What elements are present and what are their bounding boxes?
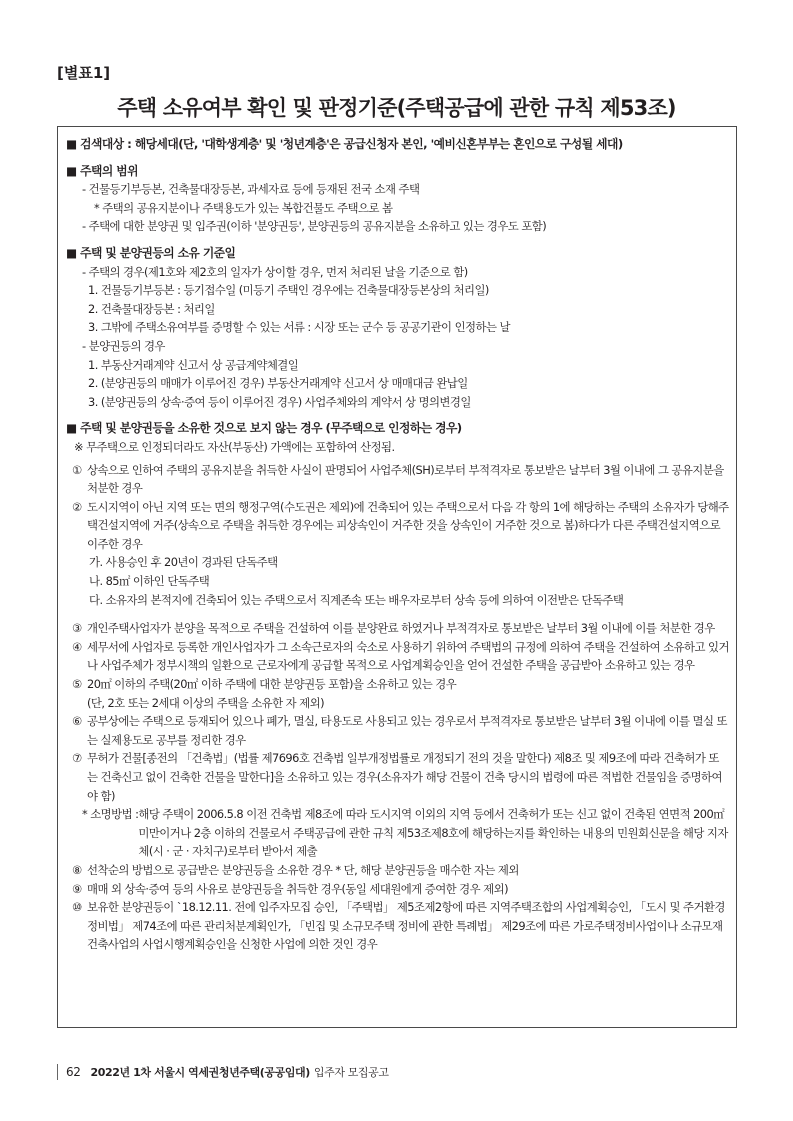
housing-scope-note: * 주택의 공유지분이나 주택용도가 있는 복합건물도 주택으로 봄	[94, 200, 393, 215]
page-number: 62	[66, 1065, 81, 1079]
exemption-item	[66, 880, 729, 899]
exemption-item	[66, 461, 729, 498]
item-number: ⑤	[72, 677, 82, 692]
item-text: 매매 외 상속·증여 등의 사유로 분양권등을 취득한 경우(동일 세대원에게 증여한 경우 제외)	[87, 881, 508, 896]
item-text: 보유한 분양권등이 `18.12.11. 전에 입주자모집 승인, 「주택법」 제5조제2항에 따른 지역주택조합의 사업계획승인, 「도시 및 주거환경정비법」 제74조에 따른 관리처분계획인가, 「빈집 및 소규모주택 정비에 관한 특례법」 제29조에 따른 가로주택정비사업이나 소규모재건축사업의 사업시행계획승인을 신청한 사업에 의한 것인 경우	[87, 900, 725, 952]
exemption-heading: ■ 주택 및 분양권등을 소유한 것으로 보지 않는 경우 (무주택으로 인정하는 경우)	[66, 421, 462, 436]
footer-subtitle: 입주자 모집공고	[313, 1066, 389, 1079]
item-text: 개인주택사업자가 분양을 목적으로 주택을 건설하여 이를 분양완료 하였거나 부적격자로 통보받은 날부터 3월 이내에 이를 처분한 경우	[87, 621, 715, 636]
item-text: 무허가 건물[종전의 「건축법」(법률 제7696호 건축법 일부개정법률로 개정되기 전의 것을 말한다) 제8조 및 제9조에 따라 건축허가 또는 건축신고 없이 건축한 건물을 말한다]을 소유하고 있는 경우(소유자가 해당 건물이 건축 당시의 법령에 따른 적법한 건물임을 증명하여야 함)	[87, 751, 722, 803]
item-text: 도시지역이 아닌 지역 또는 면의 행정구역(수도권은 제외)에 건축되어 있는 주택으로서 다음 각 항의 1에 해당하는 주택의 소유자가 당해주택건설지역에 거주(상속으로 주택을 취득한 경우에는 피상속인이 거주한 것을 상속인이 거주한 것으로 봄)하다가 다른 주택건설지역으로 이주한 경우	[87, 499, 729, 551]
housing-scope-heading: ■ 주택의 범위	[66, 163, 138, 178]
exemption-item	[66, 898, 729, 954]
reference-date-line: 2. (분양권등의 매매가 이루어진 경우) 부동산거래계약 신고서 상 매매대금 완납일	[88, 376, 468, 391]
reference-date-line: 2. 건축물대장등본 : 처리일	[88, 301, 215, 316]
page-title: 주택 소유여부 확인 및 판정기준(주택공급에 관한 규칙 제53조)	[117, 96, 676, 120]
sub-item-na: 나. 85㎡ 이하인 단독주택	[89, 574, 210, 589]
sub-item-da: 다. 소유자의 본적지에 건축되어 있는 주택으로서 직계존속 또는 배우자로부터 상속 등에 의하여 이전받은 단독주택	[89, 592, 624, 607]
item-number: ⑩	[72, 900, 82, 915]
item-text: 20㎡ 이하의 주택(20㎡ 이하 주택에 대한 분양권등 포함)을 소유하고 있는 경우	[87, 677, 457, 692]
exemption-note: ※ 무주택으로 인정되더라도 자산(부동산) 가액에는 포함하여 산정됨.	[74, 439, 395, 454]
exemption-item	[66, 749, 729, 805]
annex-tag: [별표1]	[57, 64, 111, 82]
sub-item-ga: 가. 사용승인 후 20년이 경과된 단독주택	[89, 555, 278, 570]
item-number: ⑦	[72, 751, 82, 766]
reference-date-line: 3. 그밖에 주택소유여부를 증명할 수 있는 서류 : 시장 또는 군수 등 공공기관이 인정하는 날	[88, 320, 510, 335]
item-number: ⑥	[72, 714, 82, 729]
item7-method	[66, 805, 729, 861]
item-number: ⑨	[72, 881, 82, 896]
item7-method-label: * 소명방법 :	[82, 807, 139, 822]
search-target-heading: ■ 검색대상 : 해당세대(단, '대학생계층' 및 '청년계층'은 공급신청자 본인, '예비신혼부부는 혼인으로 구성될 세대)	[66, 137, 623, 151]
exemption-item	[66, 498, 729, 554]
item-number: ③	[72, 621, 82, 636]
exemption-item	[66, 712, 729, 749]
reference-date-line: - 분양권등의 경우	[82, 338, 165, 353]
exemption-item	[66, 619, 729, 638]
item-number: ②	[72, 499, 82, 514]
criteria-box	[57, 126, 737, 1028]
item-number: ④	[72, 639, 82, 654]
item-number: ⑧	[72, 862, 82, 877]
footer-title: 2022년 1차 서울시 역세권청년주택(공공임대)	[90, 1066, 310, 1079]
item-text: 상속으로 인하여 주택의 공유지분을 취득한 사실이 판명되어 사업주체(SH)로부터 부적격자로 통보받은 날부터 3월 이내에 그 공유지분을 처분한 경우	[87, 462, 724, 496]
item-text: 선착순의 방법으로 공급받은 분양권등을 소유한 경우 * 단, 해당 분양권등을 매수한 자는 제외	[87, 862, 519, 877]
item-number: ①	[72, 462, 82, 477]
item5-sub: (단, 2호 또는 2세대 이상의 주택을 소유한 자 제외)	[87, 695, 324, 710]
reference-date-heading: ■ 주택 및 분양권등의 소유 기준일	[66, 245, 236, 260]
housing-scope-line: - 건물등기부등본, 건축물대장등본, 과세자료 등에 등재된 전국 소재 주택	[82, 182, 420, 197]
reference-date-line: 1. 건물등기부등본 : 등기접수일 (미등기 주택인 경우에는 건축물대장등본상의 처리일)	[88, 283, 489, 298]
exemption-item	[66, 861, 729, 880]
exemption-item	[66, 638, 729, 675]
item7-method-text: 해당 주택이 2006.5.8 이전 건축법 제8조에 따라 도시지역 이외의 지역 등에서 건축허가 또는 신고 없이 건축된 연면적 200㎡ 미만이거나 2층 이하의 건물로서 주택공급에 관한 규칙 제53조제8호에 해당하는지를 확인하는 내용의 민원회신문을 해당 지자체(시 · 군 · 자치구)로부터 받아서 제출	[138, 807, 728, 859]
item-text: 세무서에 사업자로 등록한 개인사업자가 그 소속근로자의 숙소로 사용하기 위하여 주택법의 규정에 의하여 주택을 건설하여 소유하고 있거나 사업주체가 정부시책의 일환으로 근로자에게 공급할 목적으로 사업계획승인을 얻어 건설한 주택을 공급받아 소유하고 있는 경우	[87, 639, 729, 673]
item-text: 공부상에는 주택으로 등재되어 있으나 폐가, 멸실, 타용도로 사용되고 있는 경우로서 부적격자로 통보받은 날부터 3월 이내에 이를 멸실 또는 실제용도로 공부를 정리한 경우	[87, 714, 727, 747]
housing-scope-line: - 주택에 대한 분양권 및 입주권(이하 '분양권등', 분양권등의 공유지분을 소유하고 있는 경우도 포함)	[82, 219, 547, 234]
exemption-item	[66, 675, 729, 694]
footer-divider	[57, 1064, 58, 1080]
reference-date-line: - 주택의 경우(제1호와 제2호의 일자가 상이할 경우, 먼저 처리된 날을 기준으로 함)	[82, 264, 468, 279]
reference-date-line: 3. (분양권등의 상속·증여 등이 이루어진 경우) 사업주체와의 계약서 상 명의변경일	[88, 394, 471, 409]
reference-date-line: 1. 부동산거래계약 신고서 상 공급계약체결일	[88, 357, 299, 372]
page-footer	[57, 1064, 389, 1080]
